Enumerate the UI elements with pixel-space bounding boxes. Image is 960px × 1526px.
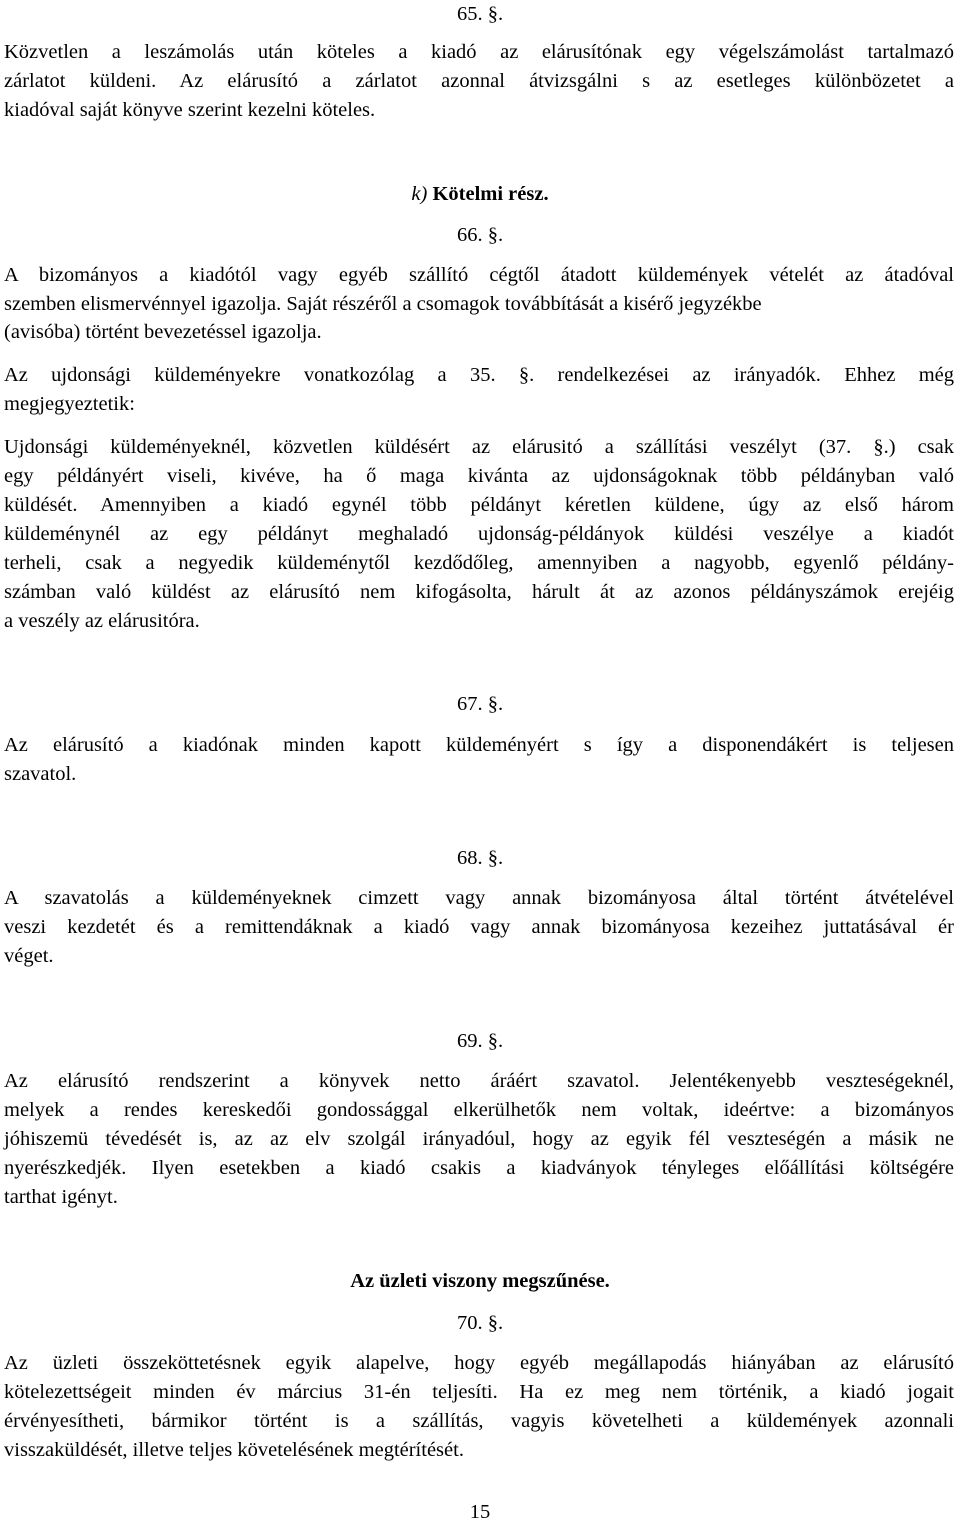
paragraph-line: Az üzleti összeköttetésnek egyik alapelve, hogy egyéb megállapodás hiányában az elárusító xyxy=(4,1352,954,1374)
paragraph-line: zárlatot küldeni. Az elárusító a zárlatot azonnal átvizsgálni s az esetleges különbözetet a xyxy=(4,70,954,92)
paragraph-line: a veszély az elárusitóra. xyxy=(4,610,200,632)
paragraph-line: érvényesítheti, bármikor történt is a szállítás, vagyis követelheti a küldemények azonnali xyxy=(4,1410,954,1432)
paragraph-line: visszaküldését, illetve teljes követelésének megtérítését. xyxy=(4,1439,464,1461)
paragraph-line: küldését. Amennyiben a kiadó egynél több példányt kéretlen küldene, úgy az első három xyxy=(4,494,954,516)
paragraph-line: véget. xyxy=(4,945,54,967)
chapter-heading-2: Az üzleti viszony megszűnése. xyxy=(350,1270,610,1292)
chapter-heading xyxy=(0,180,960,208)
paragraph-line: szemben elismervénnyel igazolja. Saját részéről a csomagok továbbítását a kisérő jegyzékbe xyxy=(4,293,762,315)
paragraph-line: szavatol. xyxy=(4,763,77,785)
paragraph-line: melyek a rendes kereskedői gondossággal elkerülhetők nem voltak, ideértve: a bizományos xyxy=(4,1099,954,1121)
paragraph-line: Közvetlen a leszámolás után köteles a kiadó az elárusítónak egy végelszámolást tartalmazó xyxy=(4,41,954,63)
paragraph-line: jóhiszemü tévedését is, az az elv szolgál irányadóul, hogy az egyik fél veszteségén a másik ne xyxy=(4,1128,954,1150)
paragraph-line: tarthat igényt. xyxy=(4,1186,118,1208)
page-number: 15 xyxy=(469,1501,491,1523)
paragraph-line: terheli, csak a negyedik küldeménytől kezdődőleg, amennyiben a nagyobb, egyenlő példány- xyxy=(4,552,954,574)
section-number-65: 65. §. xyxy=(456,3,504,25)
paragraph-line: küldeménynél az egy példányt meghaladó ujdonság-példányok küldési veszélye a kiadót xyxy=(4,523,954,545)
section-number-68: 68. §. xyxy=(456,847,504,869)
paragraph-line: kiadóval saját könyve szerint kezelni köteles. xyxy=(4,99,376,121)
paragraph-line: kötelezettségeit minden év március 31-én teljesíti. Ha ez meg nem történik, a kiadó jogait xyxy=(4,1381,954,1403)
paragraph-line: Az elárusító rendszerint a könyvek netto áráért szavatol. Jelentékenyebb veszteségeknél, xyxy=(4,1070,954,1092)
section-number-67: 67. §. xyxy=(456,693,504,715)
paragraph-line: Az elárusító a kiadónak minden kapott küldeményért s így a disponendákért is teljesen xyxy=(4,734,954,756)
section-number-70: 70. §. xyxy=(456,1312,504,1334)
paragraph-line: A bizományos a kiadótól vagy egyéb szállító cégtől átadott küldemények vételét az átadóval xyxy=(4,264,954,286)
section-number-66: 66. §. xyxy=(456,224,504,246)
paragraph-line: számban való küldést az elárusító nem kifogásolta, hárult át az azonos példányszámok erejéig xyxy=(4,581,954,603)
paragraph-line: megjegyeztetik: xyxy=(4,393,135,415)
paragraph-line: Az ujdonsági küldeményekre vonatkozólag a 35. §. rendelkezései az irányadók. Ehhez még xyxy=(4,364,954,386)
paragraph-line: (avisóba) történt bevezetéssel igazolja. xyxy=(4,321,322,343)
paragraph-line: egy példányért viseli, kivéve, ha ő maga kivánta az ujdonságoknak több példányban való xyxy=(4,465,954,487)
section-number-69: 69. §. xyxy=(456,1030,504,1052)
paragraph-line: nyerészkedjék. Ilyen esetekben a kiadó csakis a kiadványok tényleges előállítási költségére xyxy=(4,1157,954,1179)
paragraph-line: A szavatolás a küldeményeknek cimzett vagy annak bizományosa által történt átvételével xyxy=(4,887,954,909)
chapter-heading-title: Kötelmi rész. xyxy=(432,183,549,205)
paragraph-line: Ujdonsági küldeményeknél, közvetlen küldésért az elárusitó a szállítási veszélyt (37. §.) csak xyxy=(4,436,954,458)
chapter-heading-prefix: k) xyxy=(411,183,428,205)
paragraph-line: veszi kezdetét és a remittendáknak a kiadó vagy annak bizományosa kezeihez juttatásával ér xyxy=(4,916,954,938)
